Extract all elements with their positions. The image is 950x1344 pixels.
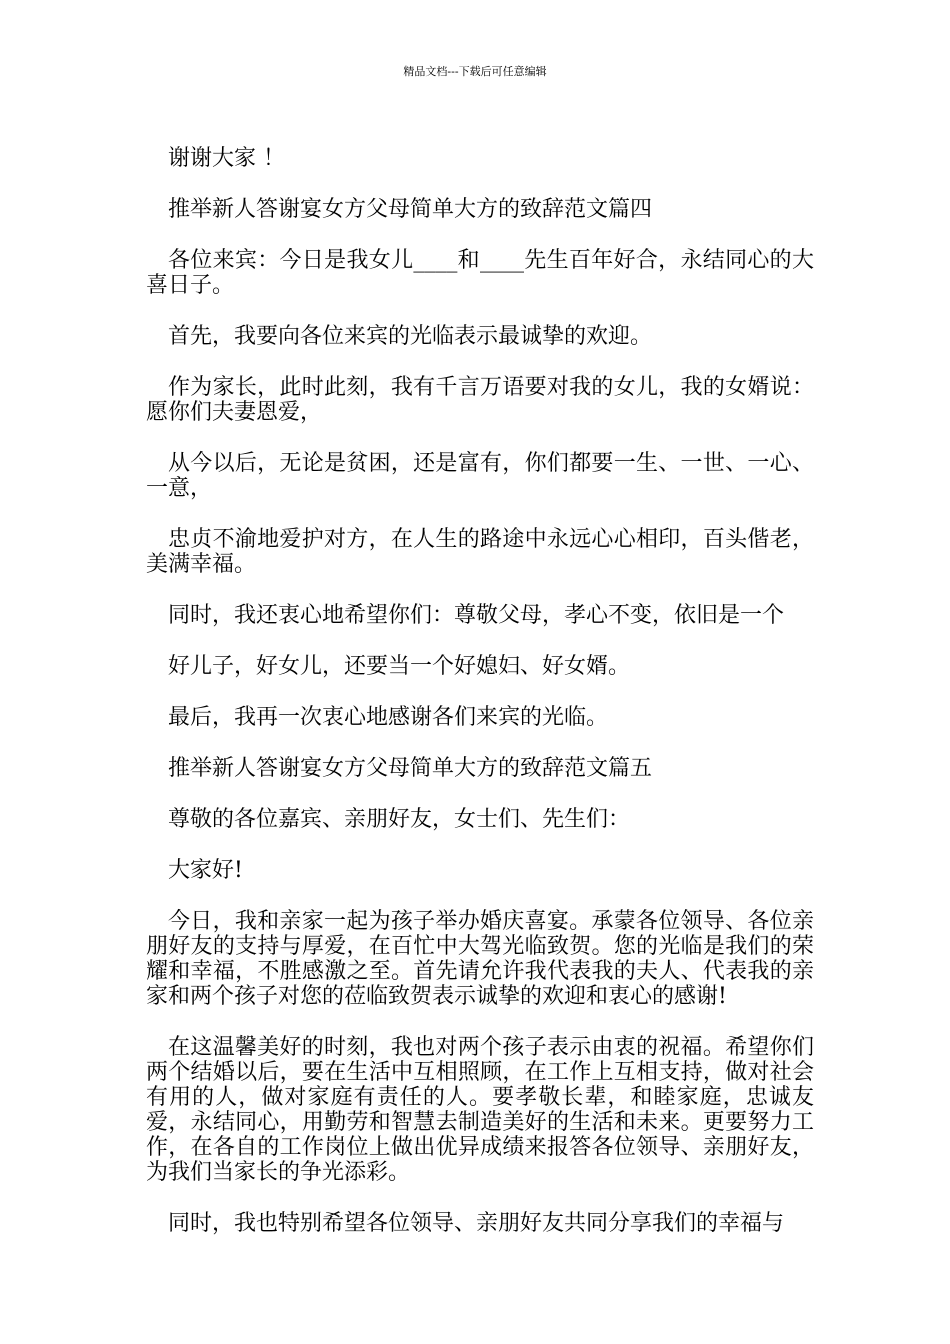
paragraph: 作为家长，此时此刻，我有千言万语要对我的女儿，我的女婿说：愿你们夫妻恩爱，: [146, 375, 814, 425]
paragraph: 尊敬的各位嘉宾、亲朋好友，女士们、先生们：: [168, 807, 631, 832]
document-body: [146, 146, 814, 1262]
paragraph: 同时，我还衷心地希望你们：尊敬父母，孝心不变，依旧是一个: [168, 603, 785, 628]
paragraph: 首先，我要向各位来宾的光临表示最诚挚的欢迎。: [168, 324, 653, 349]
paragraph: 各位来宾：今日是我女儿____和____先生百年好合，永结同心的大喜日子。: [146, 248, 814, 298]
section-heading: 推举新人答谢宴女方父母简单大方的致辞范文篇五: [168, 756, 653, 781]
paragraph: 谢谢大家 ！: [168, 146, 285, 171]
paragraph: 同时，我也特别希望各位领导、亲朋好友共同分享我们的幸福与: [168, 1211, 785, 1236]
section-heading: 推举新人答谢宴女方父母简单大方的致辞范文篇四: [168, 197, 653, 222]
paragraph: 今日，我和亲家一起为孩子举办婚庆喜宴。承蒙各位领导、各位亲朋好友的支持与厚爱，在百忙中大驾光临致贺。您的光临是我们的荣耀和幸福，不胜感激之至。首先请允许我代表我的夫人、代表我的亲家和两个孩子对您的莅临致贺表示诚挚的欢迎和衷心的感谢!: [146, 909, 814, 1009]
paragraph: 最后，我再一次衷心地感谢各们来宾的光临。: [168, 705, 609, 730]
paragraph: 从今以后，无论是贫困，还是富有，你们都要一生、一世、一心、一意，: [146, 451, 814, 501]
paragraph: 忠贞不渝地爱护对方，在人生的路途中永远心心相印，百头偕老，美满幸福。: [146, 527, 814, 577]
paragraph: 在这温馨美好的时刻，我也对两个孩子表示由衷的祝福。希望你们两个结婚以后，要在生活中互相照顾，在工作上互相支持，做对社会有用的人，做对家庭有责任的人。要孝敬长辈，和睦家庭，忠诚友爱，永结同心，用勤劳和智慧去制造美好的生活和未来。更要努力工作，在各自的工作岗位上做出优异成绩来报答各位领导、亲朋好友，为我们当家长的争光添彩。: [146, 1035, 814, 1185]
paragraph: 好儿子，好女儿，还要当一个好媳妇、好女婿。: [168, 654, 631, 679]
page-header: 精品文档---下载后可任意编辑: [403, 65, 547, 78]
paragraph: 大家好!: [168, 858, 243, 883]
